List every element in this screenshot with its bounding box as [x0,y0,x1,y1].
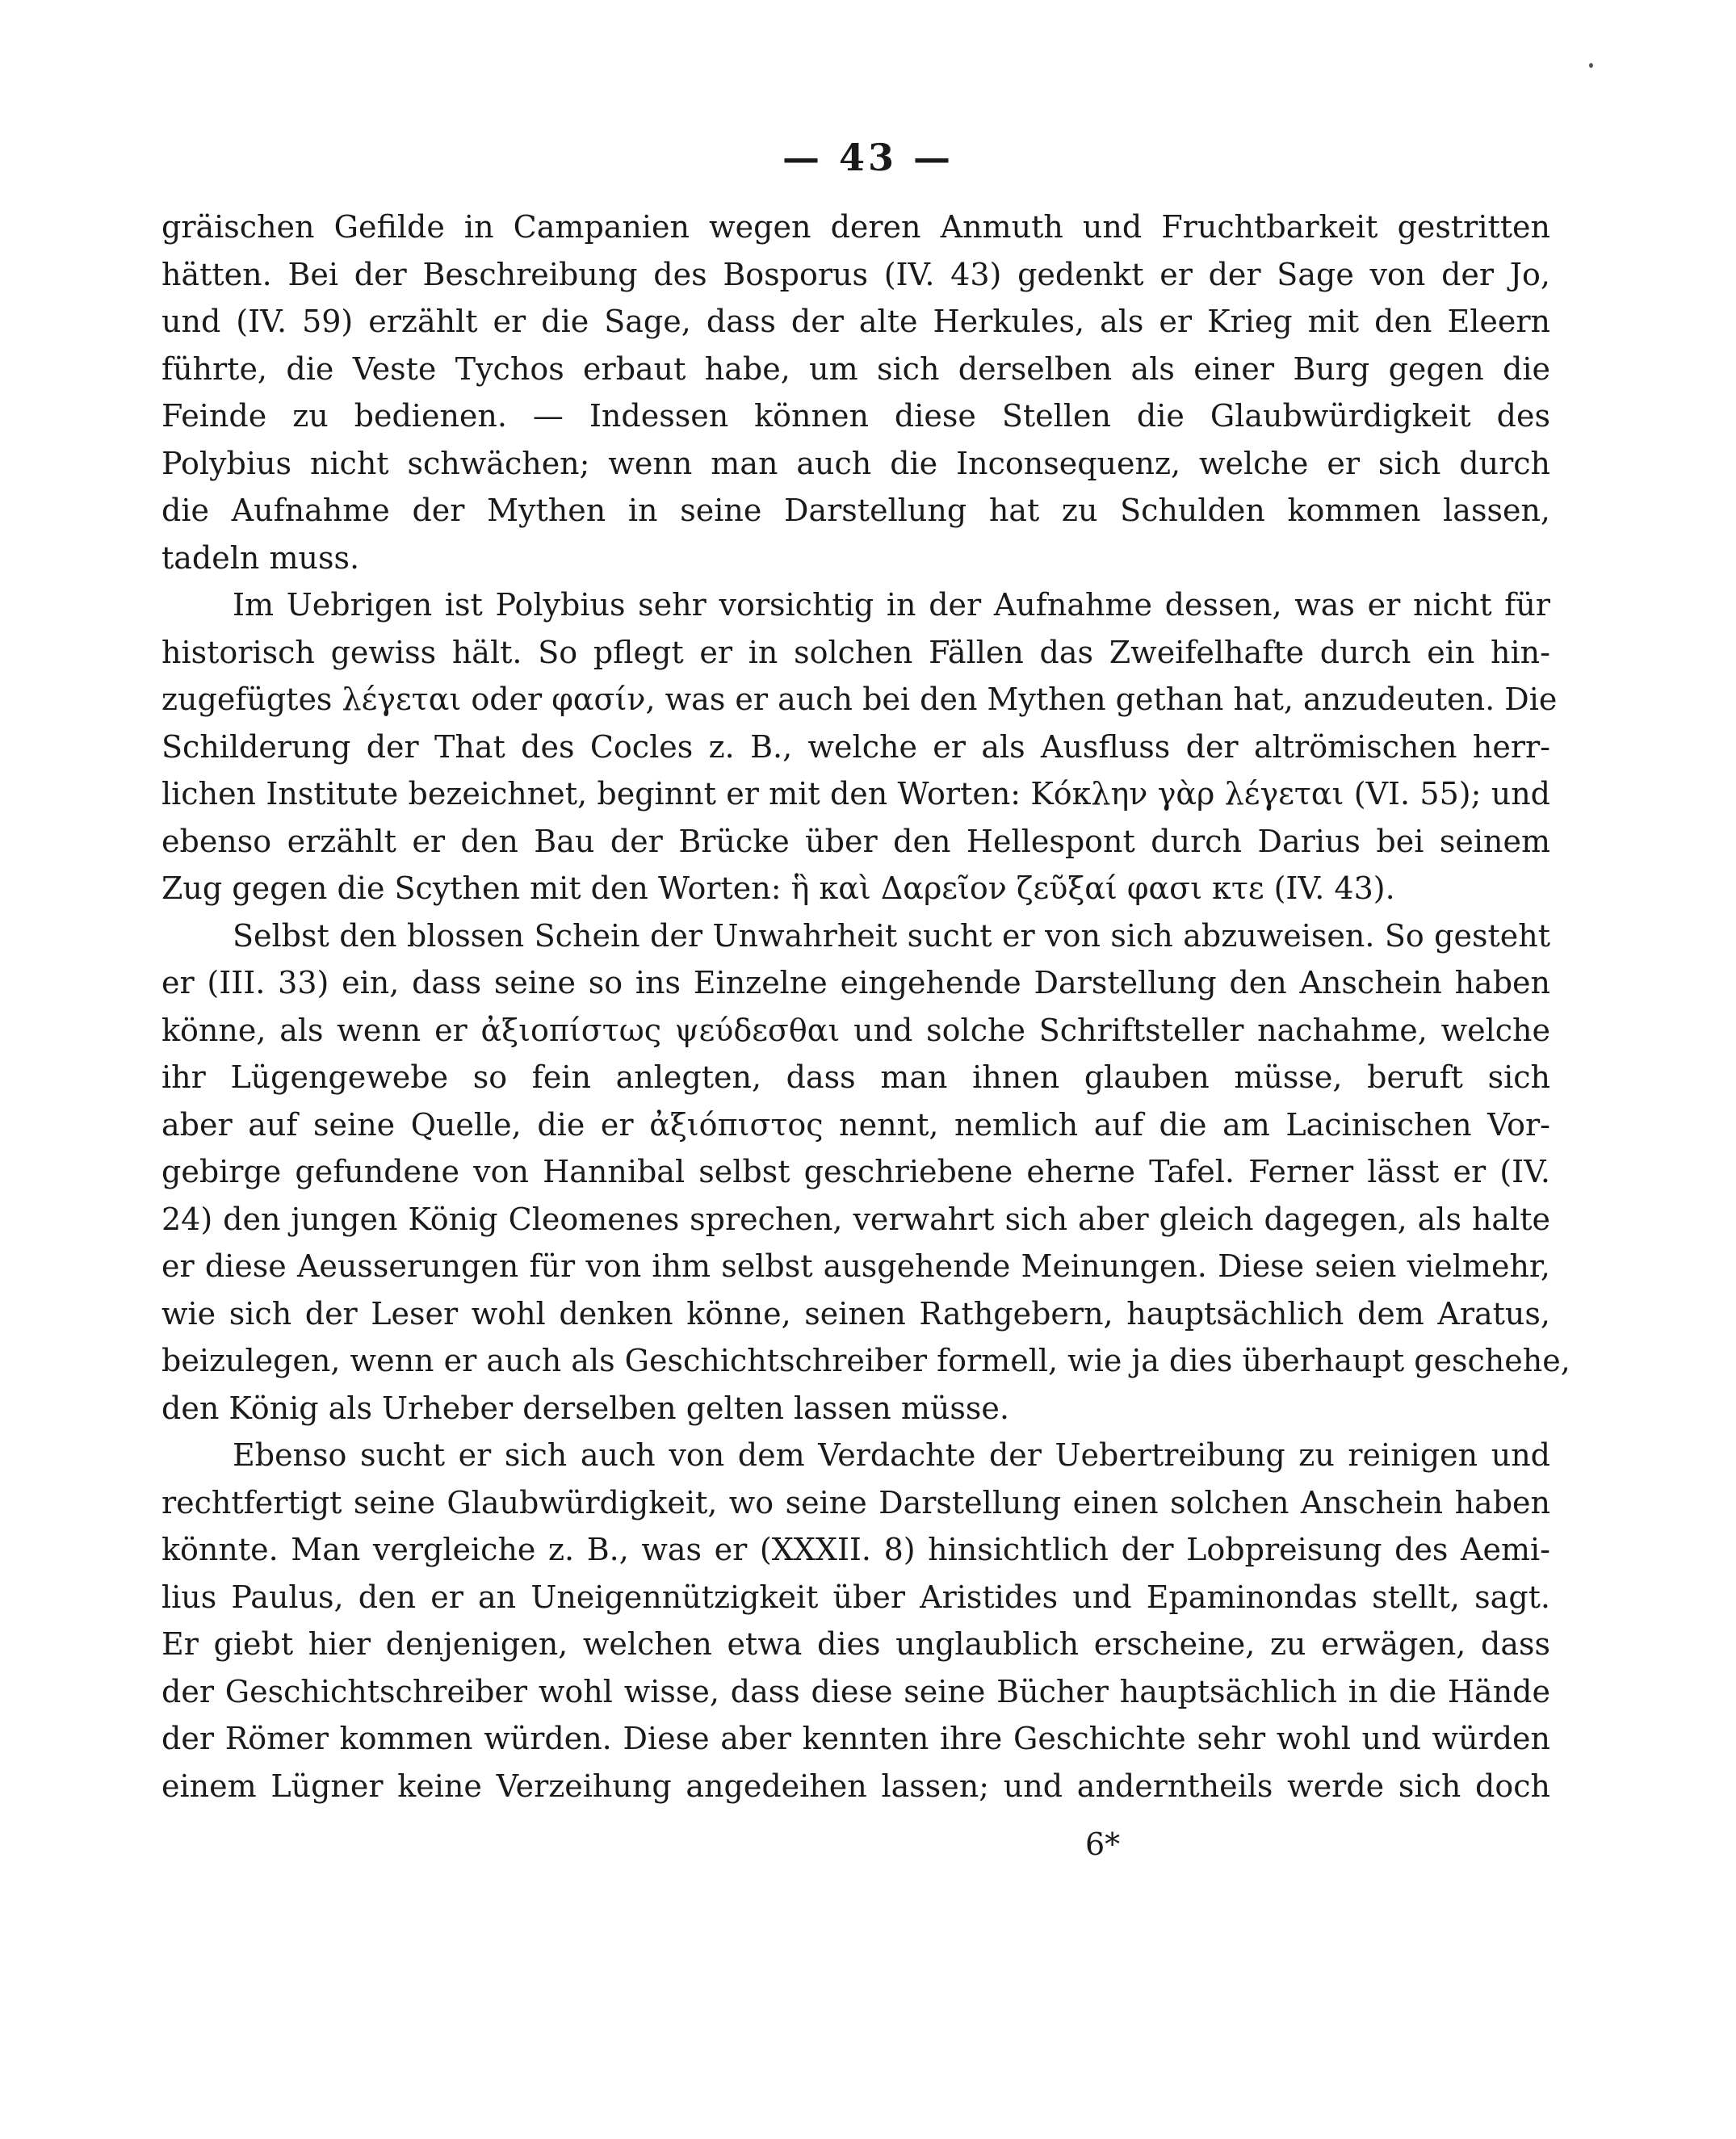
text-line: zugefügtes λέγεται oder φασίν, was er auch bei den Mythen gethan hat, anzudeuten. Die [161,682,1558,717]
text-line: lichen Institute bezeichnet, beginnt er mit den Worten: Κόκλην γὰρ λέγεται (VI. 55); und [161,776,1550,812]
text-line: lius Paulus, den er an Uneigennützigkeit über Aristides und Epaminondas stellt, sagt. [161,1579,1550,1615]
text-line: historisch gewiss hält. So pflegt er in solchen Fällen das Zweifelhafte durch ein hin- [161,634,1550,670]
paragraph-start-line: Im Uebrigen ist Polybius sehr vorsichtig in der Aufnahme dessen, was er nicht für [233,587,1550,623]
text-line: ebenso erzählt er den Bau der Brücke über den Hellespont durch Darius bei seinem [161,823,1550,859]
text-line: und (IV. 59) erzählt er die Sage, dass der alte Herkules, als er Krieg mit den Eleern [161,304,1550,339]
page-number: — 43 — [782,136,954,179]
text-line: hätten. Bei der Beschreibung des Bosporus (IV. 43) gedenkt er der Sage von der Jo, [161,256,1550,292]
text-line: Zug gegen die Scythen mit den Worten: ἣ καὶ Δαρεῖον ζεῦξαί φασι κτε (IV. 43). [161,870,1395,906]
text-line: könne, als wenn er ἀξιοπίστως ψεύδεσθαι und solche Schriftsteller nachahme, welche [161,1012,1550,1048]
text-line: einem Lügner keine Verzeihung angedeihen lassen; und anderntheils werde sich doch [161,1768,1550,1804]
text-line: gebirge gefundene von Hannibal selbst geschriebene eherne Tafel. Ferner lässt er (IV. [161,1154,1550,1189]
text-line: gräischen Gefilde in Campanien wegen deren Anmuth und Fruchtbarkeit gestritten [161,209,1550,245]
text-line: aber auf seine Quelle, die er ἀξιόπιστος nennt, nemlich auf die am Lacinischen Vor- [161,1106,1550,1143]
text-line: rechtfertigt seine Glaubwürdigkeit, wo seine Darstellung einen solchen Anschein haben [161,1484,1550,1520]
text-line: ihr Lügengewebe so fein anlegten, dass man ihnen glauben müsse, beruft sich [161,1059,1550,1095]
text-line: der Geschichtschreiber wohl wisse, dass diese seine Bücher hauptsächlich in die Hände [161,1673,1550,1709]
scan-speck [1589,63,1593,68]
text-line: könnte. Man vergleiche z. B., was er (XXXII. 8) hinsichtlich der Lobpreisung des Aemi- [161,1532,1550,1567]
text-line: der Römer kommen würden. Diese aber kennten ihre Geschichte sehr wohl und würden [161,1721,1550,1756]
text-line: führte, die Veste Tychos erbaut habe, um sich derselben als einer Burg gegen die [161,350,1550,387]
paragraph-start-line: Ebenso sucht er sich auch von dem Verdachte der Uebertreibung zu reinigen und [233,1437,1550,1473]
paragraph-start-line: Selbst den blossen Schein der Unwahrheit sucht er von sich abzuweisen. So gesteht [233,917,1550,954]
text-line: er diese Aeusserungen für von ihm selbst ausgehende Meinungen. Diese seien vielmehr, [161,1248,1550,1284]
text-line: er (III. 33) ein, dass seine so ins Einzelne eingehende Darstellung den Anschein haben [161,965,1550,1000]
text-line: Polybius nicht schwächen; wenn man auch die Inconsequenz, welche er sich durch [161,445,1550,481]
text-line: den König als Urheber derselben gelten lassen müsse. [161,1390,1009,1426]
text-line: Er giebt hier denjenigen, welchen etwa dies unglaublich erscheine, zu erwägen, dass [161,1626,1550,1662]
body-text [161,203,1570,1810]
text-line: Schilderung der That des Cocles z. B., welche er als Ausfluss der altrömischen herr- [161,728,1550,765]
text-line: 24) den jungen König Cleomenes sprechen, verwahrt sich aber gleich dagegen, als halte [161,1201,1550,1237]
text-line: die Aufnahme der Mythen in seine Darstellung hat zu Schulden kommen lassen, [161,493,1550,528]
text-line: tadeln muss. [161,539,360,576]
text-line: wie sich der Leser wohl denken könne, seinen Rathgebern, hauptsächlich dem Aratus, [161,1295,1550,1332]
text-line: Feinde zu bedienen. — Indessen können diese Stellen die Glaubwürdigkeit des [161,398,1550,434]
text-line: beizulegen, wenn er auch als Geschichtschreiber formell, wie ja dies überhaupt geschehe, [161,1343,1570,1378]
signature-mark: 6* [1085,1827,1121,1862]
